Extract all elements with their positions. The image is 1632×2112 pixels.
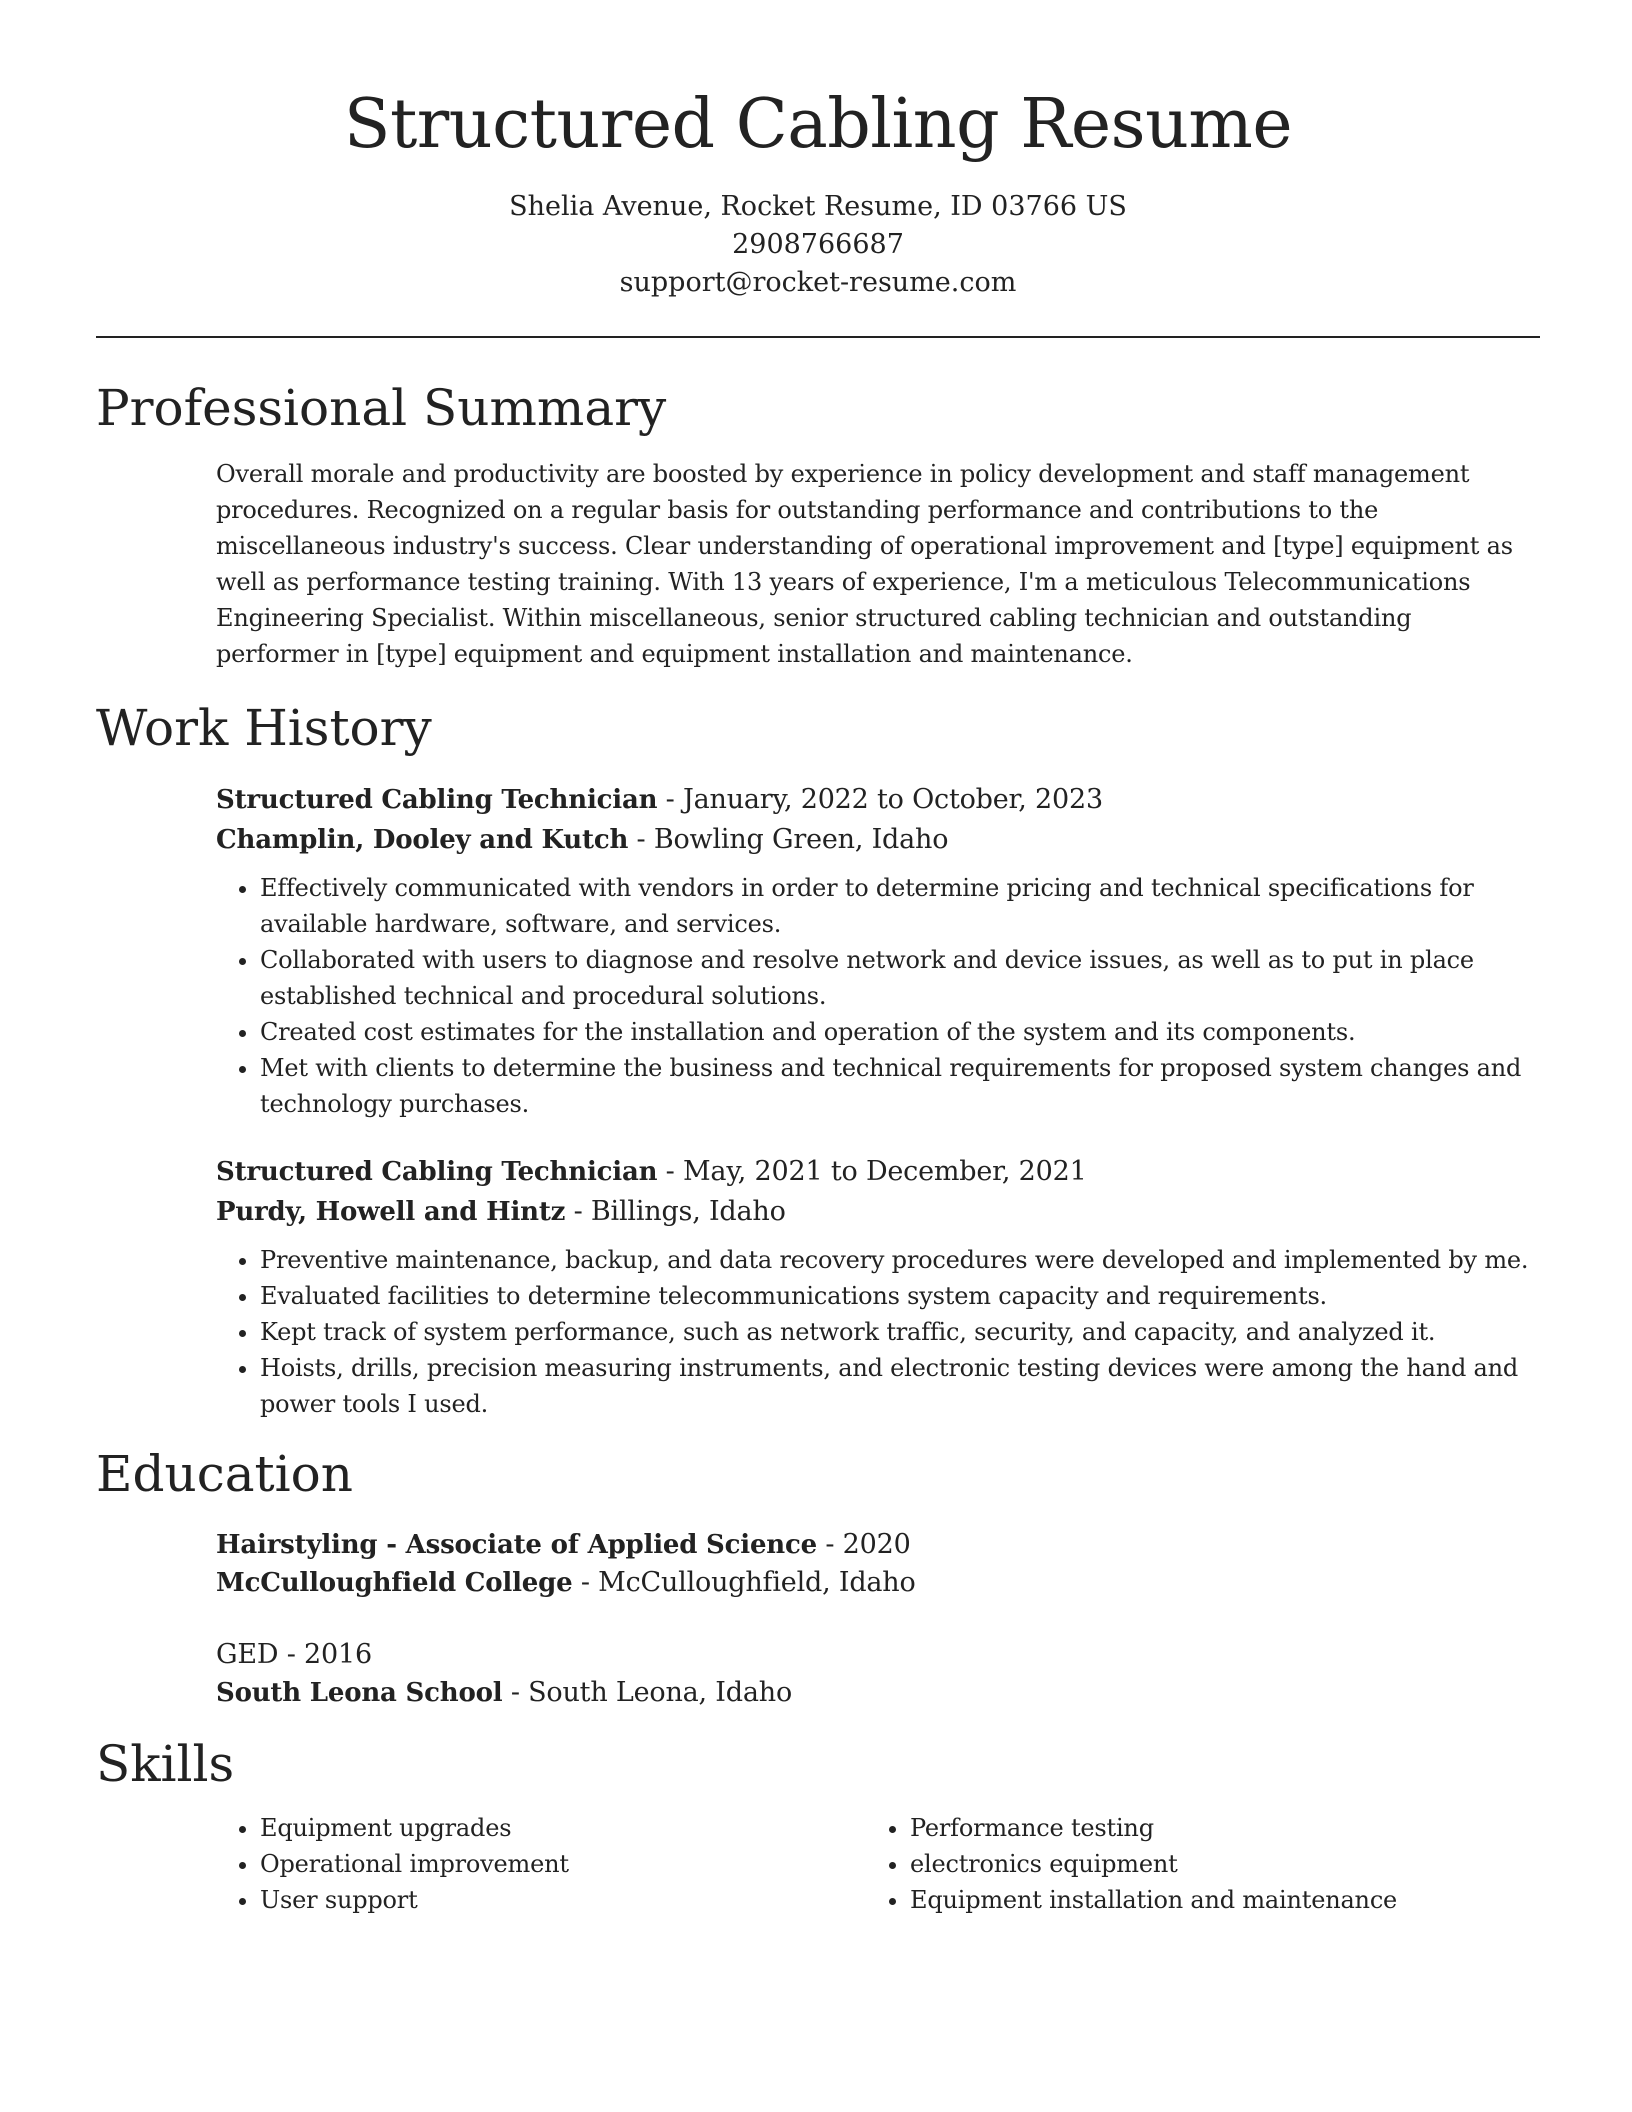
job-dates: - May, 2021 to December, 2021 [657, 1156, 1087, 1188]
work-history-section [96, 698, 1540, 1422]
job-company-line [216, 820, 1540, 860]
job-bullet: • Collaborated with users to diagnose and resolve network and device issues, as well as to put in place established technical and procedural solutions. [260, 942, 1540, 1014]
education-degree-line [216, 1526, 1540, 1564]
job-location: - Billings, Idaho [565, 1196, 786, 1228]
job-bullet: • Created cost estimates for the installation and operation of the system and its components. [260, 1014, 1540, 1050]
skills-list-right [866, 1810, 1470, 1918]
education-entry [216, 1526, 1540, 1602]
contact-phone: 2908766687 [732, 229, 904, 261]
education-school: South Leona School [216, 1678, 503, 1709]
education-degree: GED - 2016 [216, 1639, 372, 1671]
skill-item: • electronics equipment [910, 1846, 1470, 1882]
header-divider [96, 336, 1540, 338]
job-bullets [216, 1242, 1540, 1422]
education-entry [216, 1636, 1540, 1712]
job-position: Structured Cabling Technician [216, 1157, 658, 1188]
resume-page [96, 0, 1540, 1918]
job-bullets [216, 870, 1540, 1122]
job-bullet: • Effectively communicated with vendors in order to determine pricing and technical specifications for available hardware, software, and services. [260, 870, 1540, 942]
skill-item: • Equipment upgrades [260, 1810, 866, 1846]
job-company-line [216, 1192, 1540, 1232]
skills-list-left [216, 1810, 866, 1918]
job-title-line [216, 1152, 1540, 1192]
education-year: - 2020 [816, 1529, 911, 1561]
job-bullet: • Hoists, drills, precision measuring instruments, and electronic testing devices were among the hand and power tools I used. [260, 1350, 1540, 1422]
education-degree: Hairstyling - Associate of Applied Science [216, 1530, 817, 1561]
skills-section [96, 1734, 1540, 1918]
job-company: Purdy, Howell and Hintz [216, 1197, 566, 1228]
education-section [96, 1444, 1540, 1712]
education-school-line [216, 1564, 1540, 1602]
summary-text: Overall morale and productivity are boosted by experience in policy development and staff management procedures. Recognized on a regular basis for outstanding performance and contributions to the miscellaneous industry's success. Clear understanding of operational improvement and [type] equipment as well as performance testing training. With 13 years of experience, I'm a meticulous Telecommunications Engineering Specialist. Within miscellaneous, senior structured cabling technician and outstanding performer in [type] equipment and equipment installation and maintenance. [216, 460, 1513, 669]
contact-address: Shelia Avenue, Rocket Resume, ID 03766 US [509, 191, 1127, 223]
job-bullet: • Met with clients to determine the business and technical requirements for proposed system changes and technology purchases. [260, 1050, 1540, 1122]
skill-item: • Equipment installation and maintenance [910, 1882, 1470, 1918]
job-bullet: • Kept track of system performance, such as network traffic, security, and capacity, and analyzed it. [260, 1314, 1540, 1350]
work-history-heading: Work History [96, 699, 432, 758]
job-dates: - January, 2022 to October, 2023 [657, 784, 1103, 816]
skill-item: • Performance testing [910, 1810, 1470, 1846]
job-bullet: • Evaluated facilities to determine telecommunications system capacity and requirements. [260, 1278, 1540, 1314]
job-location: - Bowling Green, Idaho [628, 824, 949, 856]
job-title-line [216, 780, 1540, 820]
job-bullet: • Preventive maintenance, backup, and data recovery procedures were developed and implemented by me. [260, 1242, 1540, 1278]
resume-title: Structured Cabling Resume [343, 85, 1293, 164]
skill-item: • Operational improvement [260, 1846, 866, 1882]
summary-section [96, 378, 1540, 672]
skill-item: • User support [260, 1882, 866, 1918]
education-school-line [216, 1674, 1540, 1712]
job-entry [216, 1152, 1540, 1422]
education-degree-line [216, 1636, 1540, 1674]
contact-email[interactable]: support@rocket-resume.com [619, 267, 1017, 299]
job-entry [216, 780, 1540, 1122]
skills-columns [216, 1810, 1540, 1918]
skills-heading: Skills [96, 1735, 235, 1794]
education-heading: Education [96, 1445, 353, 1504]
job-company: Champlin, Dooley and Kutch [216, 825, 629, 856]
education-location: - South Leona, Idaho [502, 1677, 792, 1709]
summary-heading: Professional Summary [96, 379, 667, 438]
job-position: Structured Cabling Technician [216, 785, 658, 816]
contact-info [96, 188, 1540, 302]
education-location: - McCulloughfield, Idaho [572, 1567, 916, 1599]
education-school: McCulloughfield College [216, 1568, 573, 1599]
